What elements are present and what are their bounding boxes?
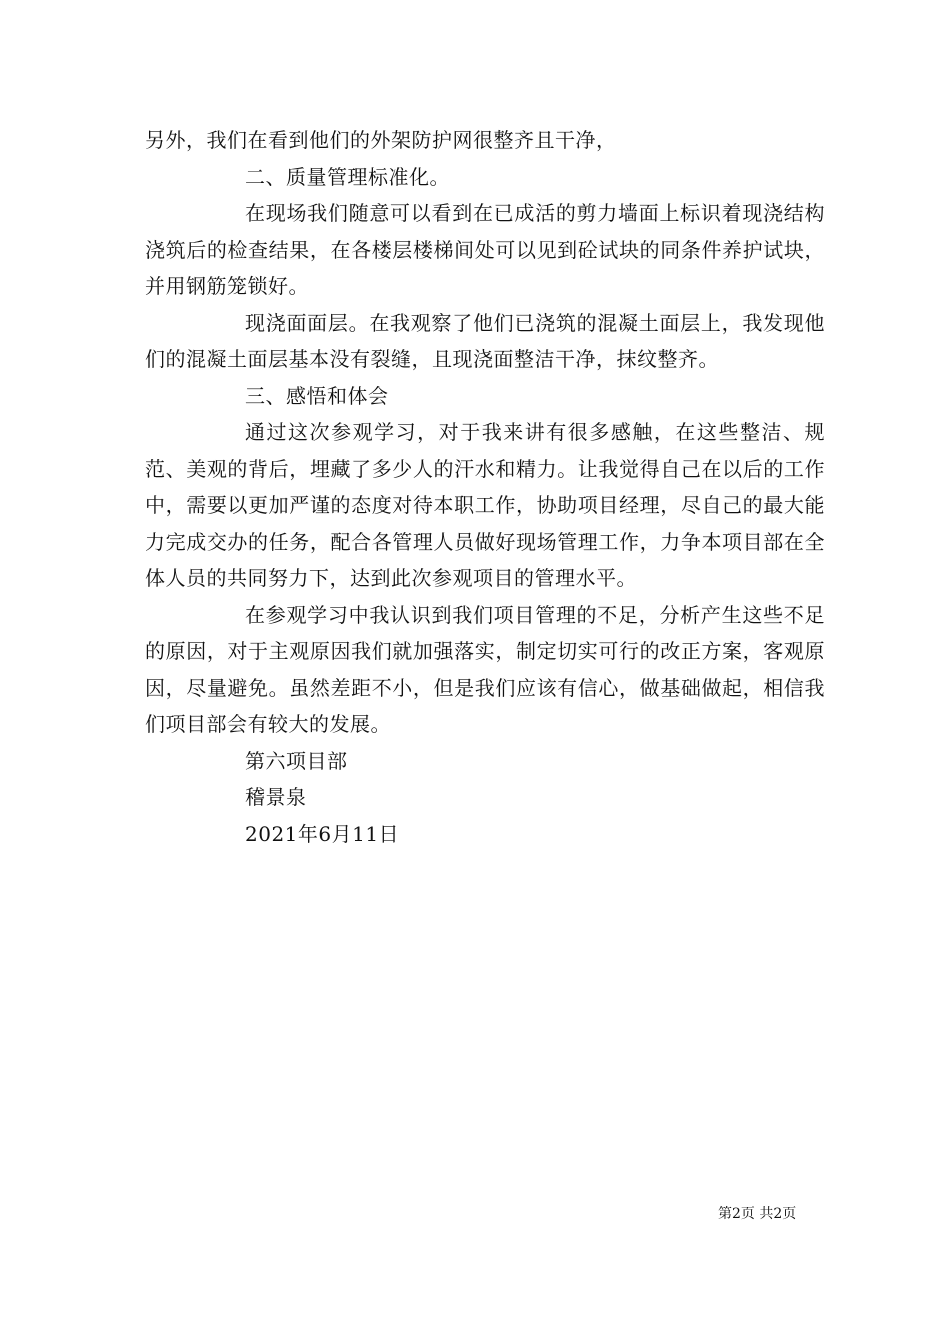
paragraph-continuation: 另外，我们在看到他们的外架防护网很整齐且干净，: [145, 128, 617, 152]
section-heading-reflections: 三、感悟和体会: [245, 383, 389, 408]
paragraph-site-inspection: 在现场我们随意可以看到在已成活的剪力墙面上标识着现浇结构浇筑后的检查结果，在各楼层楼梯间处可以见到砼试块的同条件养护试块，并用钢筋笼锁好。: [145, 201, 825, 298]
signature-name: 稽景泉: [245, 785, 307, 809]
paragraph-shortcomings: 在参观学习中我认识到我们项目管理的不足，分析产生这些不足的原因，对于主观原因我们就加强落实，制定切实可行的改正方案，客观原因，尽量避免。虽然差距不小，但是我们应该有信心，做基础做起，相信我们项目部会有较大的发展。: [145, 602, 825, 736]
paragraph-concrete-surface: 现浇面面层。在我观察了他们已浇筑的混凝土面层上，我发现他们的混凝土面层基本没有裂缝，且现浇面整洁干净，抹纹整齐。: [145, 310, 825, 371]
page-number-footer: 第2页 共2页: [718, 1206, 797, 1222]
document-body: [145, 122, 825, 852]
section-heading-quality: 二、质量管理标准化。: [245, 164, 450, 189]
signature-date: 2021年6月11日: [245, 821, 400, 846]
signature-department: 第六项目部: [245, 748, 348, 773]
paragraph-reflections: 通过这次参观学习，对于我来讲有很多感触，在这些整洁、规范、美观的背后，埋藏了多少人的汗水和精力。让我觉得自己在以后的工作中，需要以更加严谨的态度对待本职工作，协助项目经理，尽自己的最大能力完成交办的任务，配合各管理人员做好现场管理工作，力争本项目部在全体人员的共同努力下，达到此次参观项目的管理水平。: [145, 420, 825, 590]
